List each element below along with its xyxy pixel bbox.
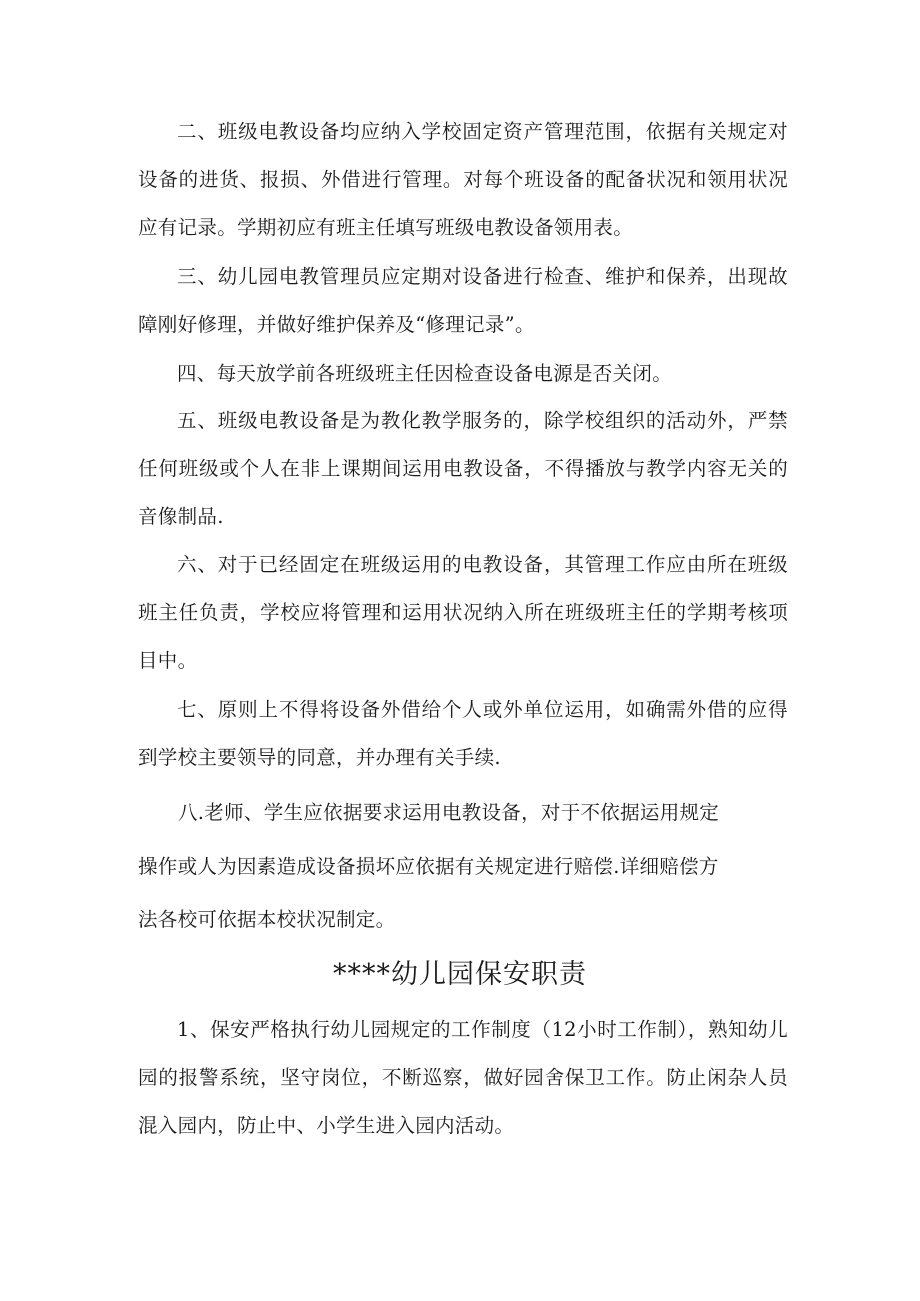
paragraph-item-8-line-2: 操作或人为因素造成设备损坏应依据有关规定进行赔偿.详细赔偿方 [138, 855, 719, 878]
paragraph-item-7: 七、原则上不得将设备外借给个人或外单位运用，如确需外借的应得到学校主要领导的同意，并办理有关手续. [138, 698, 788, 769]
paragraph-guard-item-1: 1、保安严格执行幼儿园规定的工作制度（12小时工作制），熟知幼儿园的报警系统，坚守岗位，不断巡察，做好园舍保卫工作。防止闲杂人员混入园内，防止中、小学生进入园内活动。 [138, 1018, 788, 1137]
paragraph-item-5: 五、班级电教设备是为教化教学服务的，除学校组织的活动外，严禁任何班级或个人在非上课期间运用电教设备，不得播放与教学内容无关的音像制品. [138, 409, 788, 528]
paragraph-item-8-line-1: 八.老师、学生应依据要求运用电教设备，对于不依据运用规定 [178, 801, 720, 824]
section-title: ****幼儿园保安职责 [333, 959, 587, 990]
paragraph-item-8-line-3: 法各校可依据本校状况制定。 [138, 908, 396, 931]
paragraph-item-3: 三、幼儿园电教管理员应定期对设备进行检查、维护和保养，出现故障刚好修理，并做好维护保养及“修理记录”。 [138, 265, 788, 336]
paragraph-item-6: 六、对于已经固定在班级运用的电教设备，其管理工作应由所在班级班主任负责，学校应将管理和运用状况纳入所在班级班主任的学期考核项目中。 [138, 553, 788, 672]
paragraph-item-2: 二、班级电教设备均应纳入学校固定资产管理范围，依据有关规定对设备的进货、报损、外借进行管理。对每个班设备的配备状况和领用状况应有记录。学期初应有班主任填写班级电教设备领用表。 [138, 120, 788, 239]
paragraph-item-4: 四、每天放学前各班级班主任因检查设备电源是否关闭。 [177, 362, 673, 385]
